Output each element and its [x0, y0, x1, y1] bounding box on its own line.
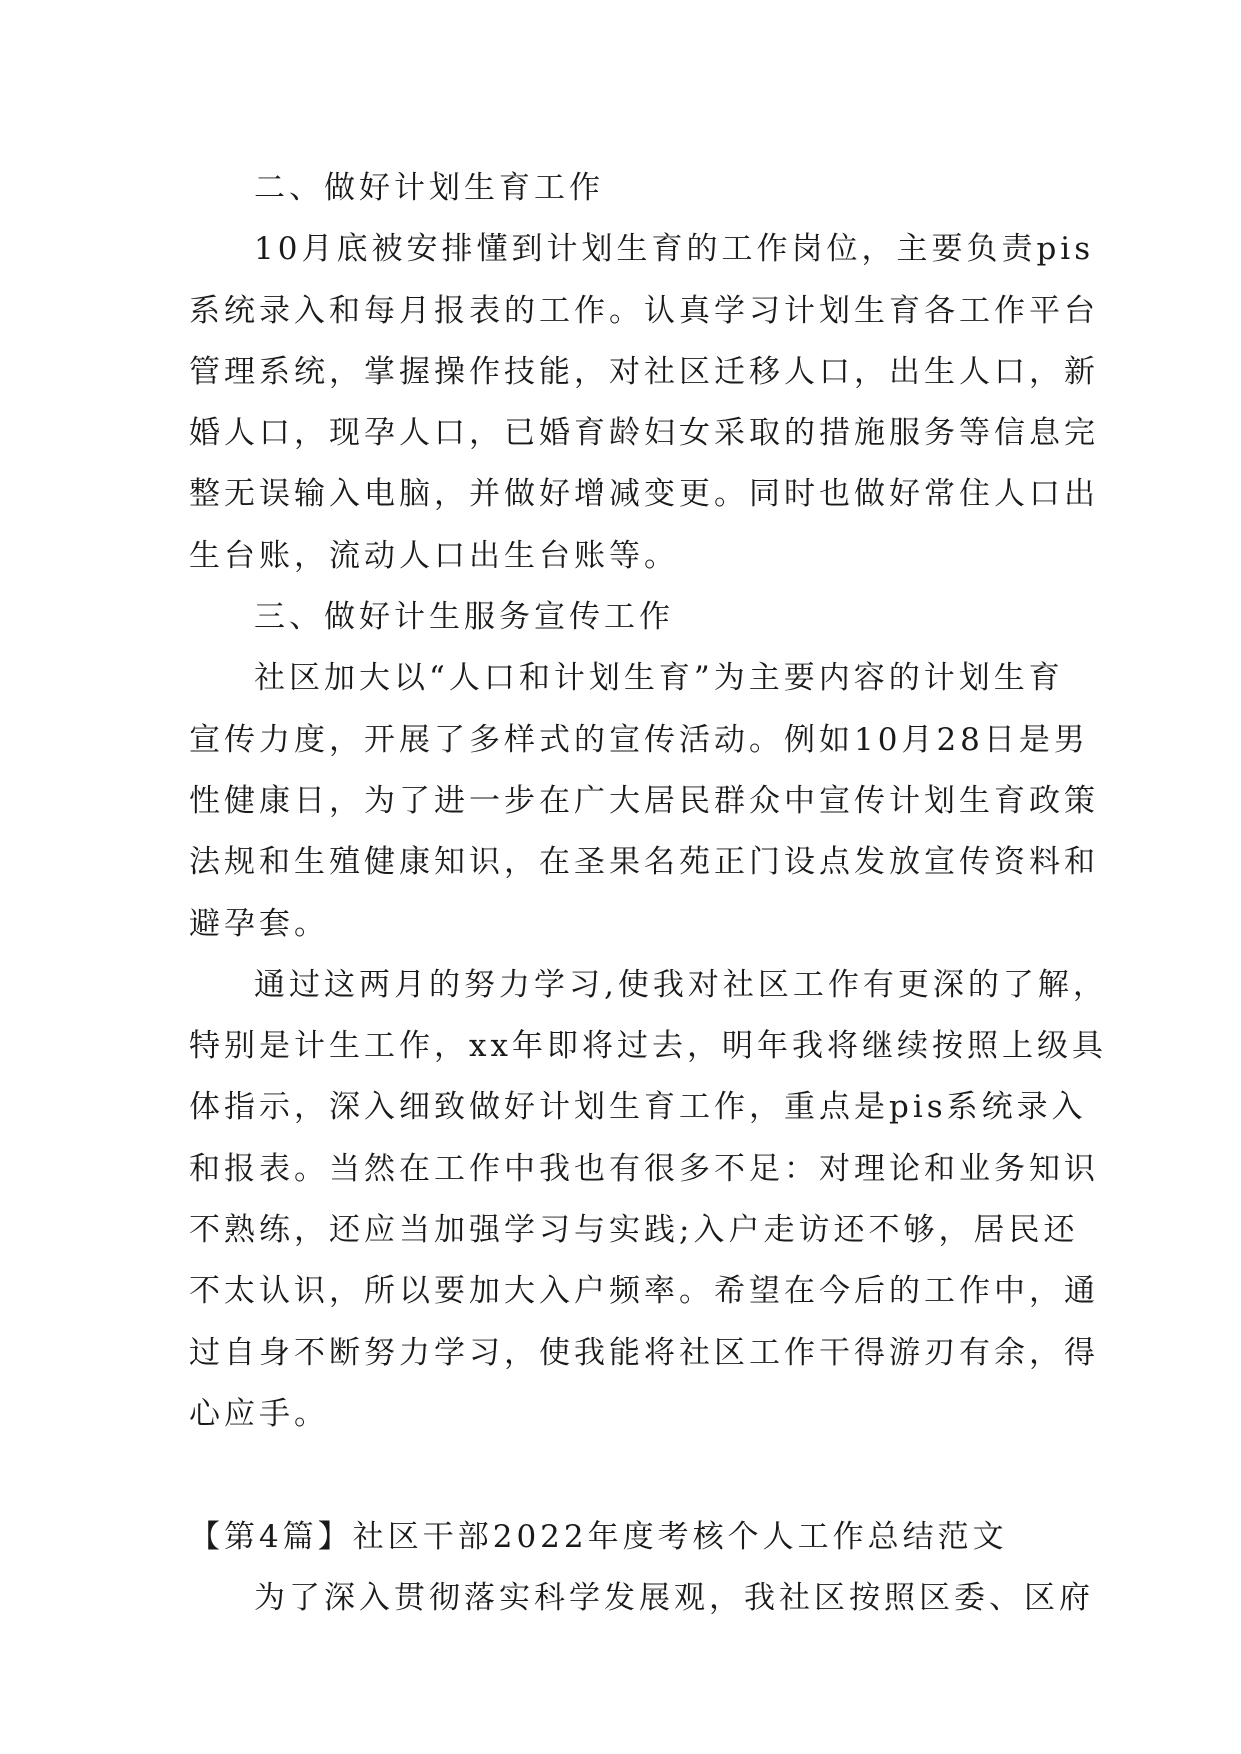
blank-line	[189, 1445, 1061, 1506]
paragraph-line: 避孕套。	[189, 905, 329, 942]
paragraph-line: 为了深入贯彻落实科学发展观，我社区按照区委、区府	[254, 1579, 1094, 1616]
paragraph-line: 过自身不断努力学习，使我能将社区工作干得游刃有余，得	[189, 1334, 1099, 1371]
paragraph-line: 生台账，流动人口出生台账等。	[189, 537, 679, 574]
paragraph-line: 婚人口，现孕人口，已婚育龄妇女采取的措施服务等信息完	[189, 415, 1099, 452]
paragraph-line: 和报表。当然在工作中我也有很多不足：对理论和业务知识	[189, 1150, 1099, 1187]
paragraph-line: 系统录入和每月报表的工作。认真学习计划生育各工作平台	[189, 292, 1099, 329]
paragraph-line: 10月底被安排懂到计划生育的工作岗位，主要负责pis	[254, 231, 1095, 268]
paragraph-line: 社区加大以“人口和计划生育”为主要内容的计划生育	[254, 660, 1064, 697]
section-heading-publicity: 三、做好计生服务宣传工作	[254, 599, 674, 636]
paragraph-line: 宣传力度，开展了多样式的宣传活动。例如10月28日是男	[189, 721, 1089, 758]
section-heading-family-planning: 二、做好计划生育工作	[254, 170, 604, 206]
paragraph-line: 管理系统，掌握操作技能，对社区迁移人口，出生人口，新	[189, 353, 1099, 390]
paragraph-line: 不太认识，所以要加大入户频率。希望在今后的工作中，通	[189, 1273, 1099, 1310]
paragraph-line: 不熟练，还应当加强学习与实践;入户走访还不够，居民还	[189, 1212, 1079, 1249]
paragraph-line: 整无误输入电脑，并做好增减变更。同时也做好常住人口出	[189, 476, 1099, 513]
paragraph-line: 心应手。	[189, 1395, 329, 1432]
paragraph-line: 体指示，深入细致做好计划生育工作，重点是pis系统录入	[189, 1089, 1087, 1126]
article-title: 【第4篇】社区干部2022年度考核个人工作总结范文	[189, 1518, 1008, 1555]
paragraph-line: 性健康日，为了进一步在广大居民群众中宣传计划生育政策	[189, 782, 1099, 819]
document-body	[189, 158, 1108, 1629]
paragraph-line: 通过这两月的努力学习,使我对社区工作有更深的了解，	[254, 966, 1108, 1003]
paragraph-line: 法规和生殖健康知识，在圣果名苑正门设点发放宣传资料和	[189, 844, 1099, 881]
paragraph-line: 特别是计生工作，xx年即将过去，明年我将继续按照上级具	[189, 1028, 1107, 1065]
